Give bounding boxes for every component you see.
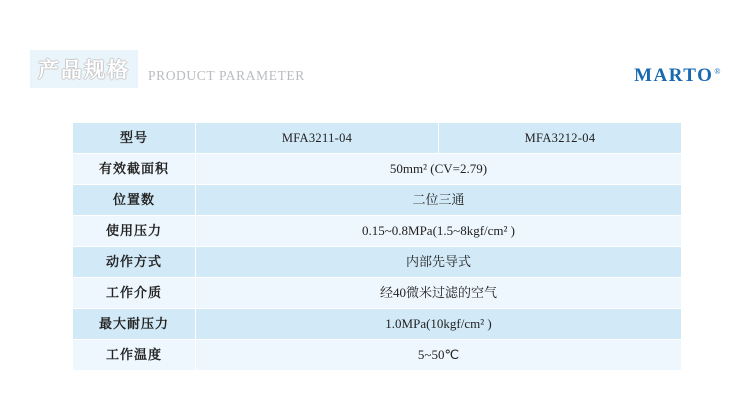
row-label: 最大耐压力 <box>73 309 196 340</box>
row-value: 1.0MPa(10kgf/cm² ) <box>196 309 682 340</box>
brand-logo <box>634 65 722 87</box>
page-subtitle: PRODUCT PARAMETER <box>148 68 305 83</box>
table-row <box>73 216 682 247</box>
registered-mark: ® <box>714 66 722 76</box>
page-header <box>0 40 750 100</box>
row-value: 50mm² (CV=2.79) <box>196 154 682 185</box>
row-label: 工作温度 <box>73 340 196 371</box>
table-row <box>73 185 682 216</box>
table-row <box>73 278 682 309</box>
model-value-2: MFA3212-04 <box>439 123 682 154</box>
row-value: 5~50℃ <box>196 340 682 371</box>
page-title: 产品规格 <box>30 50 138 88</box>
table-row <box>73 123 682 154</box>
row-value: 经40微米过滤的空气 <box>196 278 682 309</box>
row-label: 动作方式 <box>73 247 196 278</box>
table-row <box>73 309 682 340</box>
table-row <box>73 247 682 278</box>
row-label: 工作介质 <box>73 278 196 309</box>
model-value-1: MFA3211-04 <box>196 123 439 154</box>
specification-table <box>72 122 682 371</box>
row-label: 有效截面积 <box>73 154 196 185</box>
table-row <box>73 340 682 371</box>
row-value: 内部先导式 <box>196 247 682 278</box>
row-value: 0.15~0.8MPa(1.5~8kgf/cm² ) <box>196 216 682 247</box>
row-value: 二位三通 <box>196 185 682 216</box>
brand-name: MARTO <box>634 65 714 86</box>
row-label: 使用压力 <box>73 216 196 247</box>
row-label: 型号 <box>73 123 196 154</box>
table-row <box>73 154 682 185</box>
row-label: 位置数 <box>73 185 196 216</box>
